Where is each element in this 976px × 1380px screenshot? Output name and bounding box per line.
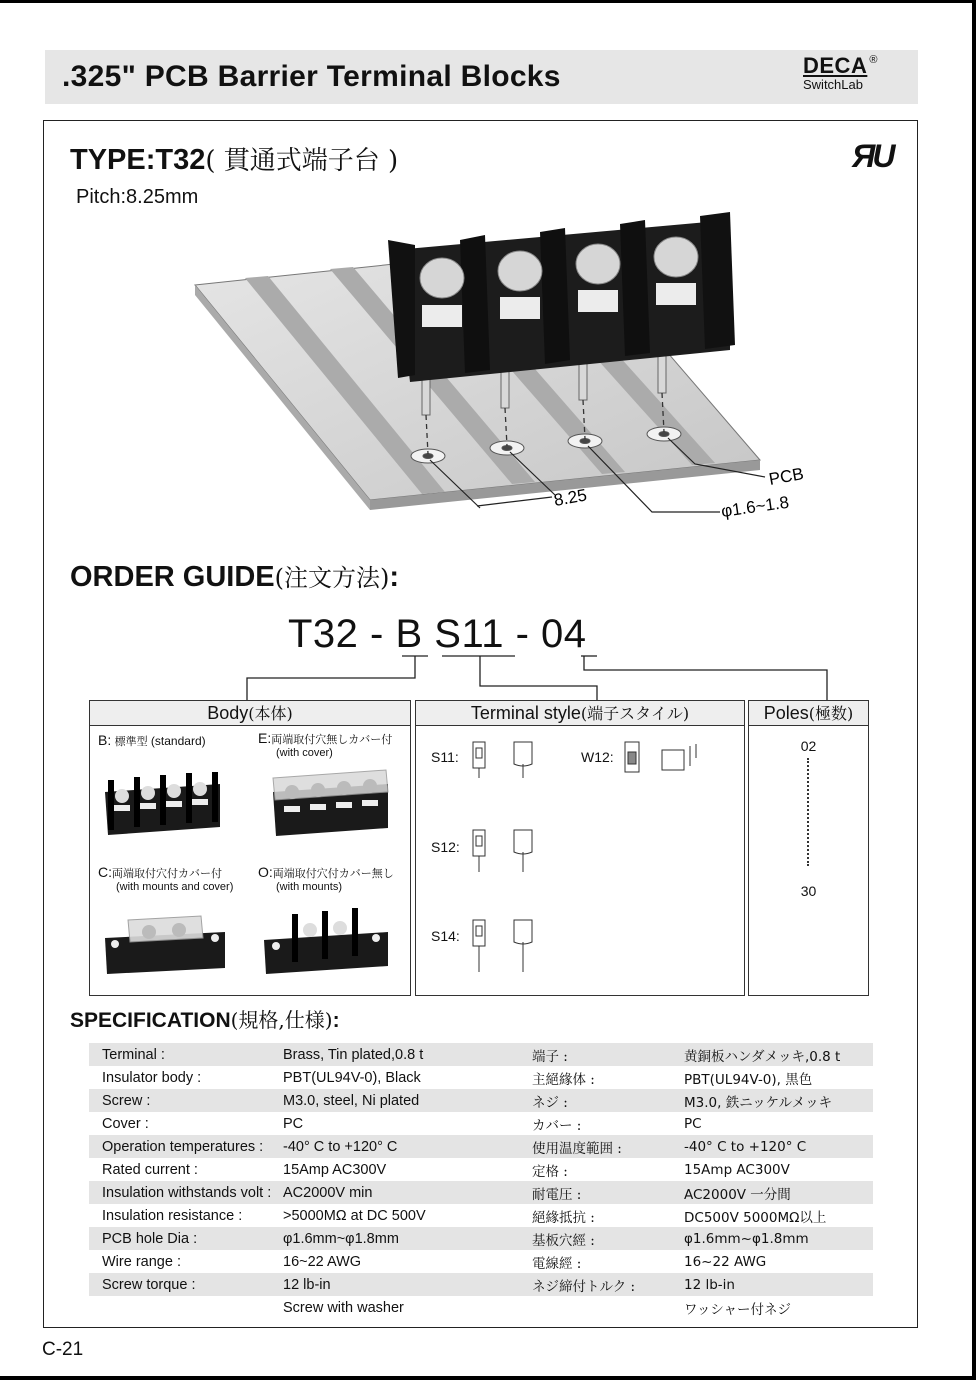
spec-jp-value: 15Amp AC300V (684, 1161, 790, 1178)
spec-jp-label: 絕緣抵抗 : (532, 1209, 595, 1226)
option-key: O: (258, 864, 273, 880)
spec-jp-value: M3.0, 鉄ニッケルメッキ (684, 1089, 873, 1112)
table-row (89, 1043, 873, 1066)
table-row (89, 1112, 873, 1135)
spec-title-en: SPECIFICATION (70, 1009, 231, 1032)
terminal-box-title: Terminal style (470, 703, 581, 723)
spec-en-label: Rated current : (102, 1161, 198, 1178)
spec-en-value: PBT(UL94V-0), Black (283, 1069, 421, 1086)
spec-jp-label: カバー : (532, 1117, 582, 1134)
option-cn: 両端取付穴付カバー付 (112, 867, 222, 880)
poles-box-header (749, 701, 868, 726)
page-title: .325" PCB Barrier Terminal Blocks (62, 60, 561, 93)
spec-jp-value: ワッシャー付ネジ (684, 1301, 792, 1318)
table-row (89, 1227, 873, 1250)
spec-en-value: 12 lb-in (283, 1273, 532, 1296)
code-poles: 04 (541, 612, 587, 656)
poles-box-title-cn: (極数) (808, 704, 854, 723)
spec-table (89, 1043, 873, 1319)
body-box-header (90, 701, 410, 726)
page-border-top (0, 0, 976, 3)
pitch-dimension: 8.25 (552, 485, 589, 510)
code-body: B (395, 612, 423, 656)
option-en: (with cover) (276, 747, 333, 759)
spec-en-label: Insulation withstands volt : (89, 1181, 283, 1204)
style-s11-label: S11: (431, 749, 459, 765)
spec-title-colon: : (332, 1009, 340, 1032)
spec-en-label: Insulator body : (102, 1069, 202, 1086)
table-row (89, 1066, 873, 1089)
spec-jp-label: 耐電圧 : (532, 1181, 684, 1204)
table-row (89, 1158, 873, 1181)
option-en: (with mounts) (276, 881, 343, 893)
spec-jp-value: φ1.6mm~φ1.8mm (684, 1227, 873, 1250)
ul-cert-icon: ЯU (852, 138, 893, 174)
order-guide-colon: : (389, 561, 400, 593)
order-guide-title-cn: (注文方法) (274, 564, 390, 592)
spec-en-label (89, 1296, 283, 1319)
order-guide-title (70, 558, 399, 594)
spec-en-label: Operation temperatures : (89, 1135, 283, 1158)
table-row (89, 1089, 873, 1112)
body-box-title: Body (207, 703, 249, 723)
terminal-box-title-cn: (端子スタイル) (580, 704, 690, 723)
table-row (89, 1273, 873, 1296)
order-guide-title-en: ORDER GUIDE (70, 561, 275, 593)
page-border-bottom (0, 1376, 976, 1380)
style-s12-label: S12: (431, 839, 460, 855)
table-row (89, 1204, 873, 1227)
spec-en-value: φ1.6mm~φ1.8mm (283, 1227, 532, 1250)
body-box-title-cn: (本体) (248, 704, 293, 723)
poles-box-title: Poles (763, 703, 809, 723)
spec-en-value: AC2000V min (283, 1181, 532, 1204)
page-number: C-21 (42, 1339, 84, 1360)
spec-en-value: 16~22 AWG (283, 1253, 362, 1270)
body-e-thumbnail (268, 766, 393, 844)
option-key: C: (98, 864, 112, 880)
pitch-label: Pitch:8.25mm (76, 186, 199, 208)
option-cn: 両端取付穴無しカバー付 (271, 733, 393, 746)
style-s14-label: S14: (431, 928, 460, 944)
code-space (423, 612, 435, 656)
spec-en-label: Wire range : (102, 1253, 181, 1270)
spec-jp-label (532, 1296, 684, 1319)
spec-en-label: PCB hole Dia : (89, 1227, 283, 1250)
option-en: (with mounts and cover) (116, 881, 234, 893)
code-prefix: T32 - (288, 612, 396, 656)
terminal-block-body (388, 212, 735, 382)
option-cn: 標準型 (114, 735, 148, 748)
option-en: (standard) (150, 734, 206, 748)
body-o-thumbnail (262, 906, 392, 978)
brand-registered: ® (869, 54, 878, 66)
spec-jp-value: -40° C to +120° C (684, 1135, 873, 1158)
type-title (70, 140, 398, 177)
spec-jp-label: 端子 : (532, 1043, 684, 1066)
table-row (89, 1181, 873, 1204)
body-option-c (98, 864, 233, 893)
body-b-thumbnail (100, 772, 225, 844)
spec-jp-value: PBT(UL94V-0), 黒色 (684, 1071, 813, 1088)
spec-jp-label: 基板穴經 : (532, 1227, 684, 1250)
spec-en-value: Brass, Tin plated,0.8 t (283, 1043, 532, 1066)
table-row (89, 1250, 873, 1273)
poles-range-dots (807, 758, 811, 866)
spec-en-label: Screw : (89, 1089, 283, 1112)
type-label: TYPE:T32 (70, 144, 206, 176)
spec-jp-label: ネジ締付トルク : (532, 1273, 684, 1296)
body-option-e (258, 730, 392, 759)
spec-en-value: PC (283, 1115, 304, 1132)
style-s12-drawing (468, 826, 548, 874)
option-cn: 両端取付穴付カバー無し (272, 867, 394, 880)
spec-jp-label: 電線經 : (532, 1255, 582, 1272)
brand-sub: SwitchLab (803, 77, 863, 92)
code-sep: - (504, 612, 542, 656)
poles-max: 30 (800, 883, 817, 899)
type-label-cn: ( 貫通式端子台 ) (205, 146, 399, 176)
body-option-o (258, 864, 394, 893)
hole-dimension: φ1.6~1.8 (719, 492, 791, 521)
option-key: B: (98, 732, 112, 748)
spec-jp-value: PC (684, 1115, 702, 1132)
spec-jp-label: 主絕緣体 : (532, 1071, 595, 1088)
style-w12-drawing (620, 738, 710, 780)
brand-name: DECA (803, 53, 868, 78)
product-illustration (190, 210, 830, 530)
poles-min: 02 (800, 738, 817, 754)
style-s14-drawing (468, 916, 548, 974)
spec-en-value: M3.0, steel, Ni plated (283, 1089, 532, 1112)
body-option-b (98, 732, 206, 749)
spec-en-label: Terminal : (89, 1043, 283, 1066)
spec-jp-value: 16~22 AWG (684, 1253, 767, 1270)
table-row (89, 1135, 873, 1158)
spec-jp-value: 黄銅板ハンダメッキ,0.8 t (684, 1043, 873, 1066)
spec-en-label: Cover : (102, 1115, 149, 1132)
code-style: S11 (434, 612, 504, 656)
pcb-label: PCB (767, 464, 806, 489)
spec-jp-label: 使用温度範囲 : (532, 1135, 684, 1158)
style-w12-label: W12: (581, 749, 614, 765)
terminal-box-header (416, 701, 744, 726)
table-row (89, 1296, 873, 1319)
spec-en-value: Screw with washer (283, 1299, 404, 1316)
spec-title-cn: (規格,仕様) (230, 1008, 333, 1032)
spec-en-label: Insulation resistance : (102, 1207, 243, 1224)
spec-jp-label: ネジ : (532, 1089, 684, 1112)
spec-jp-value: DC500V 5000MΩ以上 (684, 1209, 827, 1226)
spec-en-label: Screw torque : (89, 1273, 283, 1296)
option-key: E: (258, 730, 272, 746)
spec-en-value: -40° C to +120° C (283, 1135, 532, 1158)
spec-jp-value: AC2000V 一分間 (684, 1181, 873, 1204)
spec-jp-value: 12 lb-in (684, 1273, 873, 1296)
order-code (288, 612, 587, 657)
body-c-thumbnail (103, 906, 228, 978)
spec-en-value: 15Amp AC300V (283, 1161, 387, 1178)
spec-title (70, 1004, 340, 1033)
spec-en-value: >5000MΩ at DC 500V (283, 1207, 426, 1224)
spec-jp-label: 定格 : (532, 1163, 568, 1180)
page-border-right (972, 0, 976, 1380)
brand-logo (803, 53, 903, 92)
style-s11-drawing (468, 738, 548, 780)
